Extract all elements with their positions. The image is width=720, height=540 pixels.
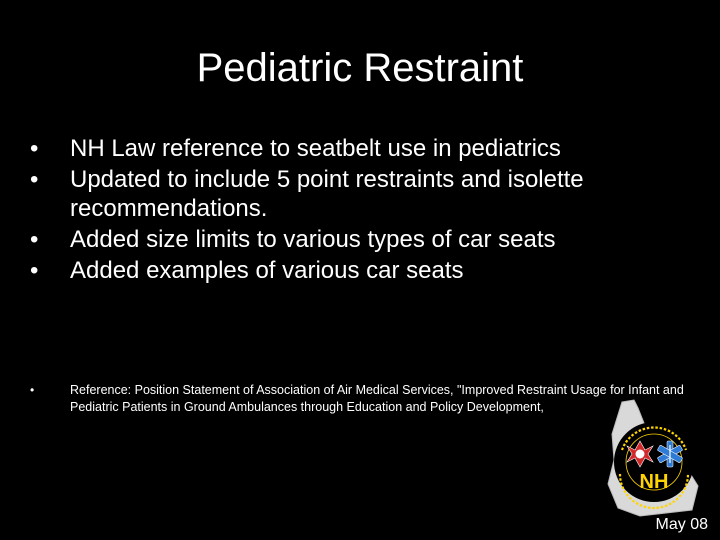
bullet-item xyxy=(30,225,700,254)
bullet-marker: • xyxy=(30,383,35,397)
nh-ems-logo-icon xyxy=(588,398,708,518)
bullet-item xyxy=(30,256,700,285)
bullet-list xyxy=(30,134,700,287)
bullet-text: Added size limits to various types of car seats xyxy=(70,226,556,253)
reference-text: Reference: Position Statement of Association of Air Medical Services, "Improved Restraint Usage for Infant and Pediatric Patients in Ground Ambulances through Education and Policy Development, xyxy=(70,383,684,414)
bullet-marker: • xyxy=(30,226,39,253)
slide-title: Pediatric Restraint xyxy=(196,46,524,90)
bullet-text: NH Law reference to seatbelt use in pediatrics xyxy=(70,135,561,162)
bullet-marker: • xyxy=(30,135,39,162)
bullet-text: Added examples of various car seats xyxy=(70,257,464,284)
bullet-item xyxy=(30,165,700,223)
bullet-marker: • xyxy=(30,166,39,193)
logo-nh-text: NH xyxy=(639,471,669,493)
bullet-item xyxy=(30,134,700,163)
bullet-marker: • xyxy=(30,257,39,284)
footer-date: May 08 xyxy=(655,516,708,533)
bullet-text: Updated to include 5 point restraints and isolette recommendations. xyxy=(70,166,584,222)
